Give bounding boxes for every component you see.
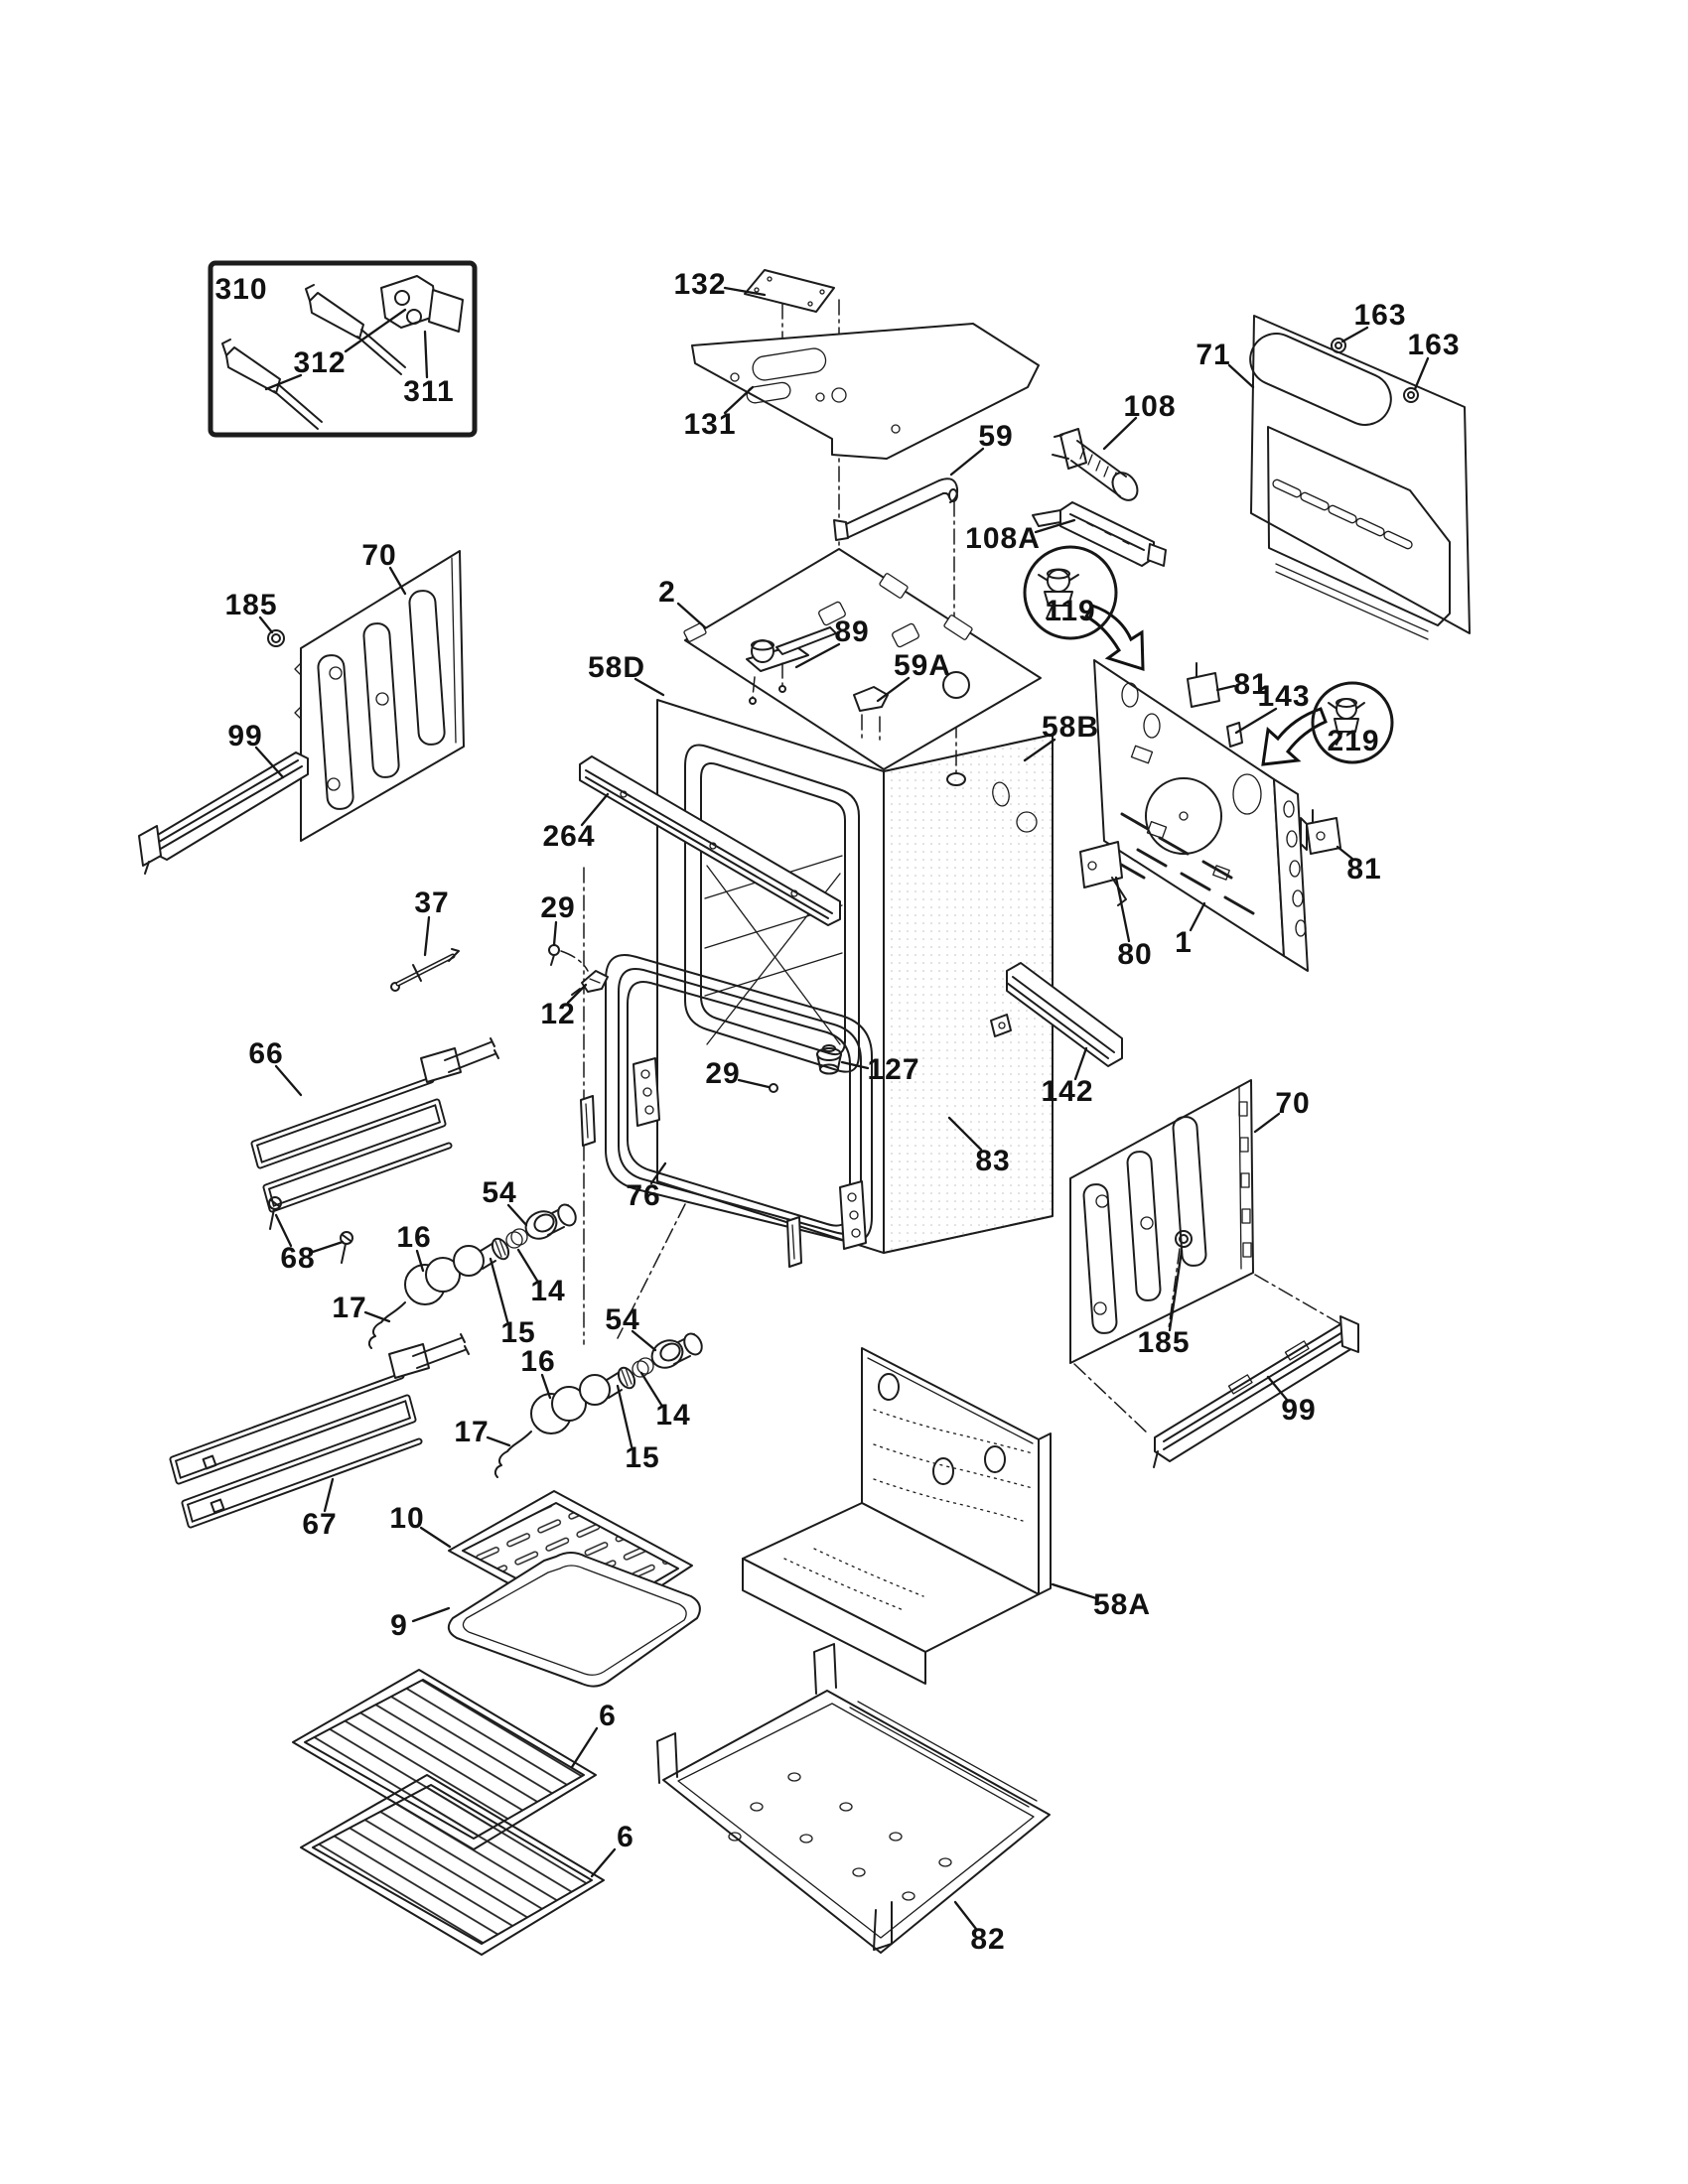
part-label-132-3: 132 xyxy=(673,268,727,301)
part-label-54-31: 54 xyxy=(605,1303,640,1336)
part-label-82-41: 82 xyxy=(970,1923,1006,1956)
part-label-68-25: 68 xyxy=(280,1242,316,1275)
leader-185 xyxy=(260,617,272,632)
end-cap-41-bottom xyxy=(787,1217,801,1267)
part-label-163-9: 163 xyxy=(1353,299,1407,332)
leader-66 xyxy=(276,1066,301,1095)
leader-9 xyxy=(413,1608,449,1621)
light-assembly-lower xyxy=(495,1331,705,1477)
leader-264 xyxy=(582,794,608,825)
leader-82 xyxy=(955,1902,976,1929)
part-label-58B-16: 58B xyxy=(1041,711,1100,744)
insulation-block-58A xyxy=(743,1348,1051,1684)
part-label-12-23: 12 xyxy=(540,998,576,1030)
part-label-14-28: 14 xyxy=(530,1275,566,1307)
part-label-264-20: 264 xyxy=(542,820,596,853)
part-label-14-33: 14 xyxy=(655,1399,691,1432)
part-label-131-4: 131 xyxy=(683,408,737,441)
part-label-17-30: 17 xyxy=(332,1292,367,1324)
inset-box-310 xyxy=(211,263,475,435)
leader-2 xyxy=(678,604,705,627)
bake-element-67 xyxy=(173,1334,469,1525)
leader-10 xyxy=(421,1528,450,1547)
part-label-2-12: 2 xyxy=(658,576,676,609)
part-label-16-26: 16 xyxy=(396,1221,432,1254)
part-label-312-1: 312 xyxy=(293,346,347,379)
part-label-70-17: 70 xyxy=(361,539,397,572)
part-label-185-18: 185 xyxy=(224,589,278,621)
leader-68 xyxy=(313,1242,343,1252)
part-label-142-49: 142 xyxy=(1041,1075,1094,1108)
part-label-59A-14: 59A xyxy=(893,649,952,682)
support-rail-99-right xyxy=(1154,1316,1358,1467)
nut-185-left xyxy=(268,630,284,646)
part-label-76-56: 76 xyxy=(626,1179,661,1212)
part-label-17-35: 17 xyxy=(454,1416,490,1448)
leader-59 xyxy=(951,449,983,475)
leader-1 xyxy=(1191,903,1204,930)
part-label-108A-7: 108A xyxy=(965,522,1041,555)
part-label-80-47: 80 xyxy=(1117,938,1153,971)
leader-81 xyxy=(1337,847,1352,859)
part-label-58A-42: 58A xyxy=(1092,1588,1152,1621)
leader-68 xyxy=(276,1215,291,1246)
part-label-67-36: 67 xyxy=(302,1508,338,1541)
part-label-127-54: 127 xyxy=(867,1053,920,1086)
part-label-58D-15: 58D xyxy=(587,651,646,684)
leader-108 xyxy=(1104,418,1136,449)
part-label-6-40: 6 xyxy=(617,1821,634,1853)
leader-80 xyxy=(1116,878,1129,941)
leader-81 xyxy=(1217,686,1234,690)
clip-143 xyxy=(1227,723,1242,747)
end-cap-41-left xyxy=(581,1096,595,1146)
part-label-1-48: 1 xyxy=(1175,926,1193,959)
part-label-66-24: 66 xyxy=(248,1037,284,1070)
part-label-81-43: 81 xyxy=(1233,668,1269,701)
part-label-70-51: 70 xyxy=(1275,1087,1311,1120)
leader-143 xyxy=(1236,709,1276,733)
oven-rack-6-lower xyxy=(301,1775,604,1955)
heater-element-108 xyxy=(1053,429,1143,505)
broil-element-66 xyxy=(254,1038,498,1209)
part-label-89-13: 89 xyxy=(834,615,870,648)
leader-6 xyxy=(572,1728,597,1767)
leader-37 xyxy=(425,917,429,955)
part-label-219-45: 219 xyxy=(1327,725,1380,757)
leader-6 xyxy=(592,1849,615,1876)
part-label-99-53: 99 xyxy=(1281,1394,1317,1427)
light-assembly xyxy=(369,1202,579,1348)
cover-plate-132 xyxy=(745,270,834,312)
part-label-59-5: 59 xyxy=(978,420,1014,453)
clip-12 xyxy=(572,971,608,995)
part-label-99-19: 99 xyxy=(227,720,263,752)
part-label-119-11: 119 xyxy=(1045,595,1096,627)
leader-29 xyxy=(554,922,556,945)
leader-14 xyxy=(641,1373,661,1405)
part-label-71-8: 71 xyxy=(1196,339,1231,371)
side-panel-70-left xyxy=(295,551,464,841)
part-label-29-22: 29 xyxy=(540,891,576,924)
part-label-6-39: 6 xyxy=(599,1700,617,1732)
leader-54 xyxy=(508,1205,526,1225)
part-label-9-38: 9 xyxy=(390,1609,408,1642)
rear-panel-1 xyxy=(1080,660,1340,971)
rear-panel-71 xyxy=(1242,316,1470,639)
side-panel-70-right xyxy=(1070,1080,1344,1433)
support-rail-99-left xyxy=(139,752,308,874)
part-label-37-21: 37 xyxy=(414,887,450,919)
top-vent-panel-131 xyxy=(692,270,1039,547)
leader-142 xyxy=(1075,1048,1086,1079)
leader-54 xyxy=(633,1331,655,1350)
leader-163 xyxy=(1342,328,1367,341)
thermostat-119 xyxy=(1039,570,1078,619)
screw-29-left xyxy=(549,945,588,971)
thermostat-219 xyxy=(1329,699,1364,745)
leader-15 xyxy=(618,1386,632,1446)
oven-box-58B xyxy=(657,695,1053,1253)
leader-71 xyxy=(1229,365,1253,387)
leader-14 xyxy=(518,1250,537,1281)
leader-58D xyxy=(635,679,663,695)
part-label-15-29: 15 xyxy=(500,1316,536,1349)
leader-17 xyxy=(488,1437,509,1445)
leader-58A xyxy=(1053,1584,1096,1598)
part-label-310-0: 310 xyxy=(214,273,268,306)
hinge-86-upper xyxy=(633,1058,659,1126)
part-label-81-46: 81 xyxy=(1346,853,1382,886)
hinge-86-lower xyxy=(840,1181,866,1249)
part-label-185-52: 185 xyxy=(1137,1326,1191,1359)
part-label-143-44: 143 xyxy=(1257,680,1311,713)
leader-70 xyxy=(1255,1114,1279,1132)
part-label-83-50: 83 xyxy=(975,1145,1011,1177)
part-label-108-6: 108 xyxy=(1123,390,1177,423)
part-label-311-2: 311 xyxy=(403,375,455,408)
leader-15 xyxy=(491,1259,507,1321)
part-label-163-10: 163 xyxy=(1407,329,1461,361)
part-label-54-27: 54 xyxy=(482,1176,517,1209)
leader-163 xyxy=(1415,358,1428,389)
bracket-81-upper xyxy=(1188,663,1219,707)
part-label-15-34: 15 xyxy=(625,1441,660,1474)
part-label-10-37: 10 xyxy=(389,1502,425,1535)
leader-67 xyxy=(325,1479,333,1511)
bottom-pan-82 xyxy=(657,1644,1050,1953)
part-label-16-32: 16 xyxy=(520,1345,556,1378)
bracket-81-lower xyxy=(1301,810,1340,854)
part-label-29-55: 29 xyxy=(705,1057,741,1090)
